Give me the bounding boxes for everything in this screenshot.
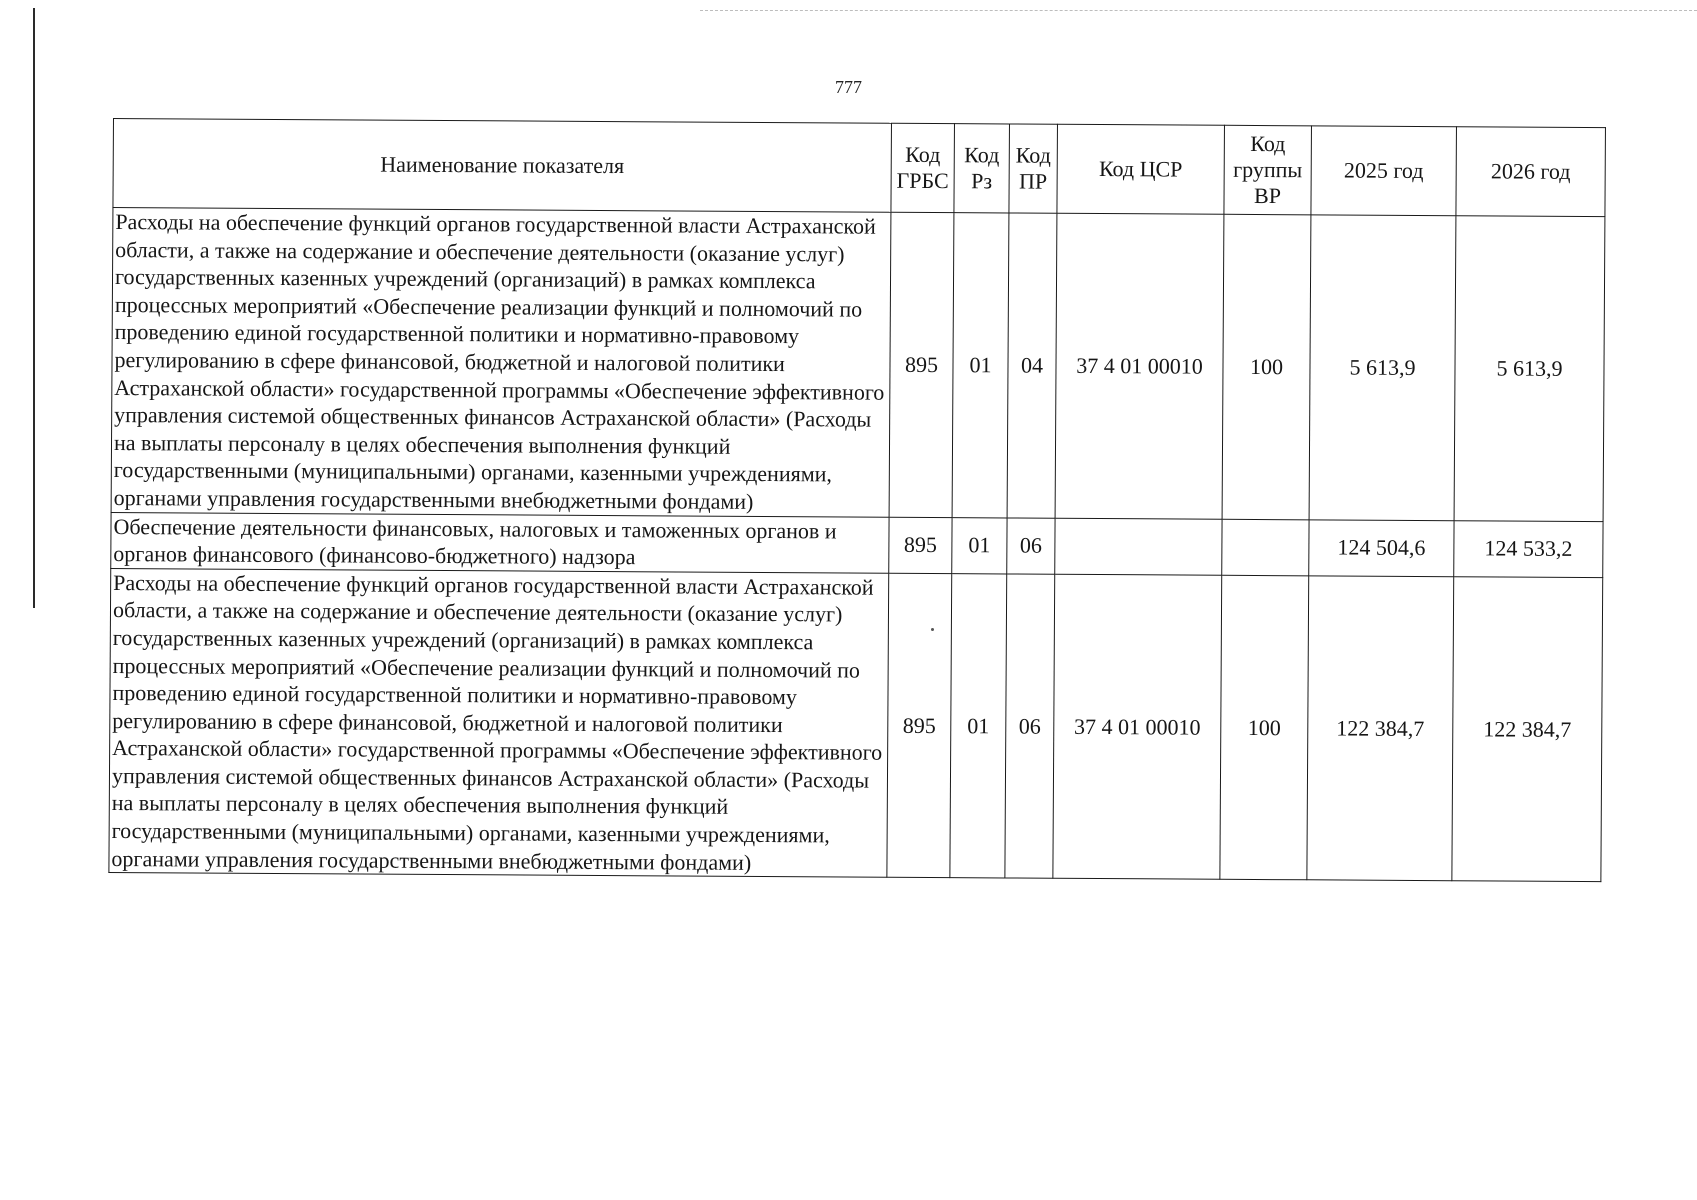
scan-speck <box>931 628 934 631</box>
row-pr: 04 <box>1007 213 1057 518</box>
row-grbs: 895 <box>889 212 954 517</box>
scan-margin-line <box>33 8 35 608</box>
header-2025: 2025 год <box>1311 126 1457 216</box>
header-vr: Код группы ВР <box>1224 125 1312 215</box>
row-csr: 37 4 01 00010 <box>1053 574 1222 880</box>
row-grbs: 895 <box>887 573 952 878</box>
row-2025: 124 504,6 <box>1309 519 1454 576</box>
row-2026: 124 533,2 <box>1454 520 1603 577</box>
table-row <box>111 208 1605 522</box>
row-csr: 37 4 01 00010 <box>1055 213 1224 519</box>
row-vr: 100 <box>1220 575 1309 880</box>
row-2026: 5 613,9 <box>1454 216 1605 521</box>
row-pr: 06 <box>1007 518 1055 574</box>
table-row <box>109 568 1603 882</box>
row-name: Расходы на обеспечение функций органов государственной власти Астраханской области, а также на содержание и обеспечение деятельности (оказание услуг) государственных казенных учреждений (организаций) в рамках комплекса процессных мероприятий «Обеспечение реализации функций и полномочий по проведению единой государственной политики и нормативно-правовому регулированию в сфере финансовой, бюджетной и налоговой политики Астраханской области» государственной программы «Обеспечение эффективного управления системой общественных финансов Астраханской области» (Расходы на выплаты персоналу в целях обеспечения выполнения функций государственными (муниципальными) органами, казенными учреждениями, органами управления государственными внебюджетными фондами) <box>111 208 891 517</box>
row-name: Обеспечение деятельности финансовых, налоговых и таможенных органов и органов финансового (финансово-бюджетного) надзора <box>111 512 889 573</box>
table-row <box>111 512 1603 577</box>
header-rz: Код Рз <box>954 124 1010 213</box>
scan-top-edge <box>700 10 1697 11</box>
row-pr: 06 <box>1005 574 1055 879</box>
header-csr: Код ЦСР <box>1057 124 1225 214</box>
row-rz: 01 <box>950 573 1007 878</box>
row-grbs: 895 <box>889 517 952 574</box>
header-grbs: Код ГРБС <box>891 123 955 212</box>
row-2025: 5 613,9 <box>1309 215 1456 520</box>
page-number: 777 <box>835 77 862 97</box>
header-2026: 2026 год <box>1456 127 1606 217</box>
row-vr <box>1222 519 1309 576</box>
row-2026: 122 384,7 <box>1452 576 1603 881</box>
row-vr: 100 <box>1222 214 1311 519</box>
row-csr <box>1055 518 1222 575</box>
row-rz: 01 <box>952 517 1007 574</box>
table-header-row <box>113 119 1606 217</box>
header-name: Наименование показателя <box>113 119 892 213</box>
row-2025: 122 384,7 <box>1307 576 1454 881</box>
row-name: Расходы на обеспечение функций органов государственной власти Астраханской области, а также на содержание и обеспечение деятельности (оказание услуг) государственных казенных учреждений (организаций) в рамках комплекса процессных мероприятий «Обеспечение реализации функций и полномочий по проведению единой государственной политики и нормативно-правовому регулированию в сфере финансовой, бюджетной и налоговой политики Астраханской области» государственной программы «Обеспечение эффективного управления системой общественных финансов Астраханской области» (Расходы на выплаты персоналу в целях обеспечения выполнения функций государственными (муниципальными) органами, казенными учреждениями, органами управления государственными внебюджетными фондами) <box>109 568 889 877</box>
header-pr: Код ПР <box>1009 124 1058 213</box>
row-rz: 01 <box>952 213 1009 518</box>
budget-table <box>108 118 1606 882</box>
